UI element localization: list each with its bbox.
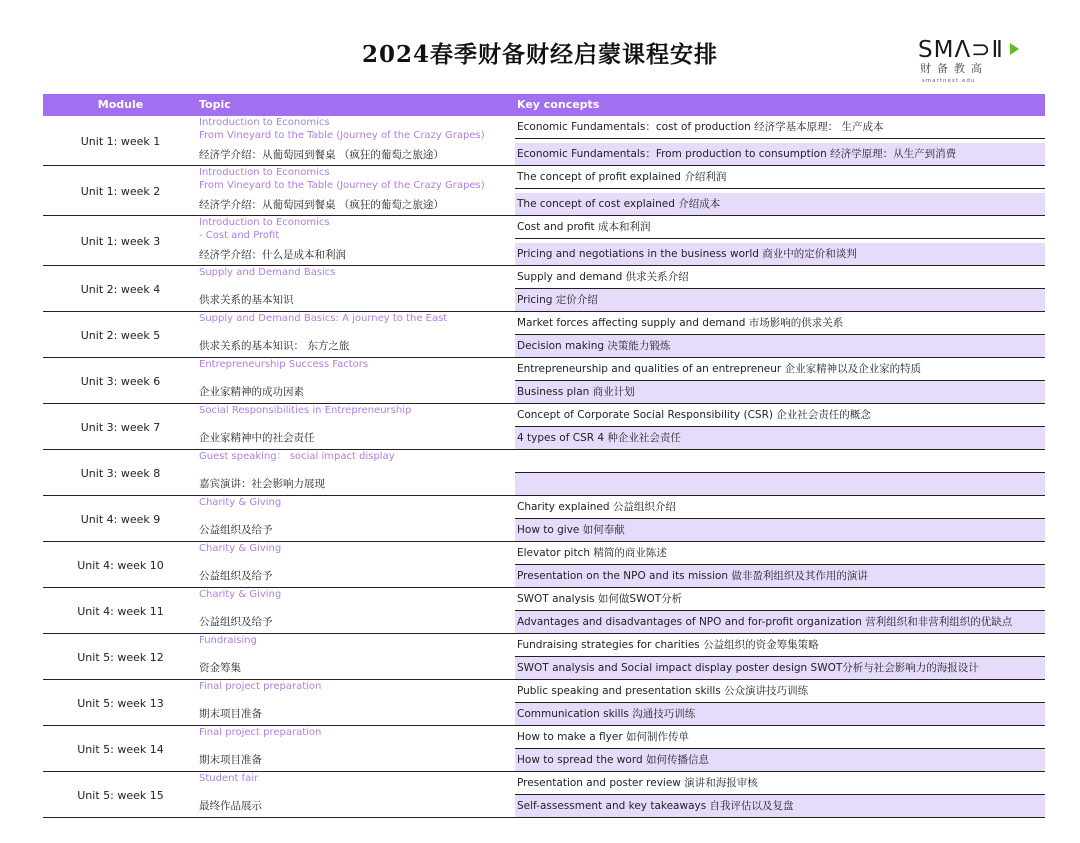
table-row <box>43 404 1045 450</box>
key-concepts-cell <box>515 588 1045 634</box>
topic-cell <box>193 542 511 588</box>
topic-cell <box>193 634 511 680</box>
topic-english: Final project preparation <box>199 727 322 738</box>
key-concept-1: Cost and profit 成本和利润 <box>515 216 1045 239</box>
topic-cell <box>193 166 511 216</box>
key-concepts-cell <box>515 216 1045 266</box>
module-label: Unit 5: week 12 <box>77 650 164 664</box>
module-cell <box>43 588 198 634</box>
page-title: 2024春季财备财经启蒙课程安排 <box>361 41 718 68</box>
topic-chinese: 供求关系的基本知识： 东方之旅 <box>199 340 350 352</box>
table-row <box>43 772 1045 818</box>
module-cell <box>43 166 198 216</box>
module-cell <box>43 634 198 680</box>
key-concepts-cell <box>515 358 1045 404</box>
module-cell <box>43 496 198 542</box>
topic-english: Entrepreneurship Success Factors <box>199 359 369 370</box>
topic-cell <box>193 358 511 404</box>
row-divider <box>43 817 1045 818</box>
topic-english: Supply and Demand Basics: A journey to the East <box>199 313 448 324</box>
key-concept-1: Fundraising strategies for charities 公益组织的资金筹集策略 <box>515 634 1045 657</box>
topic-english: Introduction to Economics From Vineyard to the Table (Journey of the Crazy Grapes) <box>199 117 485 141</box>
topic-english: Introduction to Economics - Cost and Profit <box>199 217 330 241</box>
topic-chinese: 经济学介绍：从葡萄园到餐桌 （疯狂的葡萄之旅途） <box>199 199 444 211</box>
key-concept-2: Advantages and disadvantages of NPO and for-profit organization 营利组织和非营利组织的优缺点 <box>515 611 1045 634</box>
key-concepts-cell <box>515 496 1045 542</box>
module-label: Unit 2: week 5 <box>80 328 161 342</box>
module-label: Unit 3: week 6 <box>80 374 161 388</box>
key-concept-2: SWOT analysis and Social impact display poster design SWOT分析与社会影响力的海报设计 <box>515 657 1045 680</box>
topic-chinese: 嘉宾演讲：社会影响力展现 <box>199 478 325 490</box>
topic-cell <box>193 496 511 542</box>
header-module: Module <box>97 98 144 111</box>
topic-cell <box>193 404 511 450</box>
key-concepts-cell <box>515 116 1045 166</box>
logo-url: smartnext.edu <box>922 78 976 84</box>
table-row <box>43 312 1045 358</box>
table-row <box>43 266 1045 312</box>
module-cell <box>43 116 198 166</box>
topic-english: Guest speaking： social impact display <box>199 451 395 462</box>
key-concept-1: Public speaking and presentation skills 公众演讲技巧训练 <box>515 680 1045 703</box>
key-concepts-cell <box>515 634 1045 680</box>
table-row <box>43 116 1045 166</box>
topic-english: Student fair <box>199 773 259 784</box>
topic-chinese: 经济学介绍：从葡萄园到餐桌 （疯狂的葡萄之旅途） <box>199 149 444 161</box>
module-cell <box>43 542 198 588</box>
topic-english: Fundraising <box>199 635 257 646</box>
module-label: Unit 1: week 1 <box>80 134 161 148</box>
module-cell <box>43 772 198 818</box>
key-concept-1: How to make a flyer 如何制作传单 <box>515 726 1045 749</box>
topic-cell <box>193 772 511 818</box>
topic-chinese: 供求关系的基本知识 <box>199 294 294 306</box>
module-cell <box>43 312 198 358</box>
brand-logo <box>918 38 1028 88</box>
module-cell <box>43 216 198 266</box>
module-label: Unit 4: week 11 <box>77 604 164 618</box>
module-label: Unit 4: week 9 <box>80 512 161 526</box>
key-concept-2: 4 types of CSR 4 种企业社会责任 <box>515 427 1045 450</box>
header-topic: Topic <box>199 98 231 111</box>
module-label: Unit 3: week 8 <box>80 466 161 480</box>
key-concept-1: Concept of Corporate Social Responsibility (CSR) 企业社会责任的概念 <box>515 404 1045 427</box>
key-concepts-cell <box>515 726 1045 772</box>
key-concept-1: Market forces affecting supply and demand 市场影响的供求关系 <box>515 312 1045 335</box>
module-label: Unit 5: week 13 <box>77 696 164 710</box>
module-label: Unit 5: week 15 <box>77 788 164 802</box>
topic-chinese: 企业家精神的成功因素 <box>199 386 304 398</box>
table-row <box>43 542 1045 588</box>
module-label: Unit 2: week 4 <box>80 282 161 296</box>
topic-cell <box>193 680 511 726</box>
topic-english: Social Responsibilities in Entrepreneurship <box>199 405 412 416</box>
topic-english: Charity & Giving <box>199 543 282 554</box>
topic-chinese: 最终作品展示 <box>199 800 262 812</box>
key-concept-1: Charity explained 公益组织介绍 <box>515 496 1045 519</box>
module-cell <box>43 680 198 726</box>
topic-cell <box>193 312 511 358</box>
key-concept-1: Entrepreneurship and qualities of an entrepreneur 企业家精神以及企业家的特质 <box>515 358 1045 381</box>
module-label: Unit 3: week 7 <box>80 420 161 434</box>
key-concept-1: Elevator pitch 精简的商业陈述 <box>515 542 1045 565</box>
module-cell <box>43 266 198 312</box>
table-row <box>43 634 1045 680</box>
topic-chinese: 公益组织及给予 <box>199 616 273 628</box>
table-row <box>43 588 1045 634</box>
topic-chinese: 经济学介绍：什么是成本和利润 <box>199 249 346 261</box>
key-concept-2: Business plan 商业计划 <box>515 381 1045 404</box>
key-concept-2: The concept of cost explained 介绍成本 <box>515 193 1045 216</box>
topic-cell <box>193 216 511 266</box>
module-cell <box>43 404 198 450</box>
topic-cell <box>193 726 511 772</box>
table-row <box>43 216 1045 266</box>
topic-chinese: 期末项目准备 <box>199 708 262 720</box>
topic-chinese: 资金筹集 <box>199 662 241 674</box>
module-cell <box>43 450 198 496</box>
key-concept-1 <box>515 450 1045 473</box>
module-cell <box>43 726 198 772</box>
key-concepts-cell <box>515 312 1045 358</box>
topic-cell <box>193 588 511 634</box>
key-concepts-cell <box>515 266 1045 312</box>
topic-english: Introduction to Economics From Vineyard to the Table (Journey of the Crazy Grapes) <box>199 167 485 191</box>
key-concept-1: SWOT analysis 如何做SWOT分析 <box>515 588 1045 611</box>
key-concept-2: How to spread the word 如何传播信息 <box>515 749 1045 772</box>
topic-cell <box>193 116 511 166</box>
table-header <box>43 94 1045 116</box>
topic-chinese: 公益组织及给予 <box>199 524 273 536</box>
key-concept-2: Economic Fundamentals：From production to consumption 经济学原理：从生产到消费 <box>515 143 1045 166</box>
topic-english: Supply and Demand Basics <box>199 267 336 278</box>
key-concepts-cell <box>515 450 1045 496</box>
key-concept-2: Communication skills 沟通技巧训练 <box>515 703 1045 726</box>
topic-english: Final project preparation <box>199 681 322 692</box>
key-concepts-cell <box>515 542 1045 588</box>
topic-english: Charity & Giving <box>199 589 282 600</box>
table-body <box>43 116 1045 818</box>
table-row <box>43 680 1045 726</box>
logo-wordmark: SMΛ⊃Ⅱ <box>918 37 1004 63</box>
key-concepts-cell <box>515 680 1045 726</box>
table-row <box>43 726 1045 772</box>
key-concept-2: Presentation on the NPO and its mission 做非盈利组织及其作用的演讲 <box>515 565 1045 588</box>
key-concept-2: Self-assessment and key takeaways 自我评估以及复盘 <box>515 795 1045 818</box>
topic-english: Charity & Giving <box>199 497 282 508</box>
module-label: Unit 4: week 10 <box>77 558 164 572</box>
key-concept-2: Pricing 定价介绍 <box>515 289 1045 312</box>
key-concept-1: Economic Fundamentals：cost of production 经济学基本原理： 生产成本 <box>515 116 1045 139</box>
key-concepts-cell <box>515 772 1045 818</box>
header-key-concepts: Key concepts <box>517 98 600 111</box>
key-concept-1: Supply and demand 供求关系介绍 <box>515 266 1045 289</box>
key-concepts-cell <box>515 404 1045 450</box>
key-concept-1: Presentation and poster review 演讲和海报审核 <box>515 772 1045 795</box>
table-row <box>43 496 1045 542</box>
key-concept-2 <box>515 473 1045 496</box>
table-row <box>43 358 1045 404</box>
key-concept-2: Decision making 决策能力锻炼 <box>515 335 1045 358</box>
module-label: Unit 1: week 3 <box>80 234 161 248</box>
key-concepts-cell <box>515 166 1045 216</box>
key-concept-1: The concept of profit explained 介绍利润 <box>515 166 1045 189</box>
topic-cell <box>193 266 511 312</box>
play-icon <box>1010 43 1019 55</box>
module-cell <box>43 358 198 404</box>
key-concept-2: How to give 如何奉献 <box>515 519 1045 542</box>
topic-chinese: 企业家精神中的社会责任 <box>199 432 315 444</box>
logo-chinese-name: 财备教高 <box>920 62 988 75</box>
table-row <box>43 166 1045 216</box>
module-label: Unit 1: week 2 <box>80 184 161 198</box>
schedule-table <box>43 94 1045 818</box>
key-concept-2: Pricing and negotiations in the business world 商业中的定价和谈判 <box>515 243 1045 266</box>
topic-chinese: 公益组织及给予 <box>199 570 273 582</box>
topic-cell <box>193 450 511 496</box>
table-row <box>43 450 1045 496</box>
module-label: Unit 5: week 14 <box>77 742 164 756</box>
topic-chinese: 期末项目准备 <box>199 754 262 766</box>
